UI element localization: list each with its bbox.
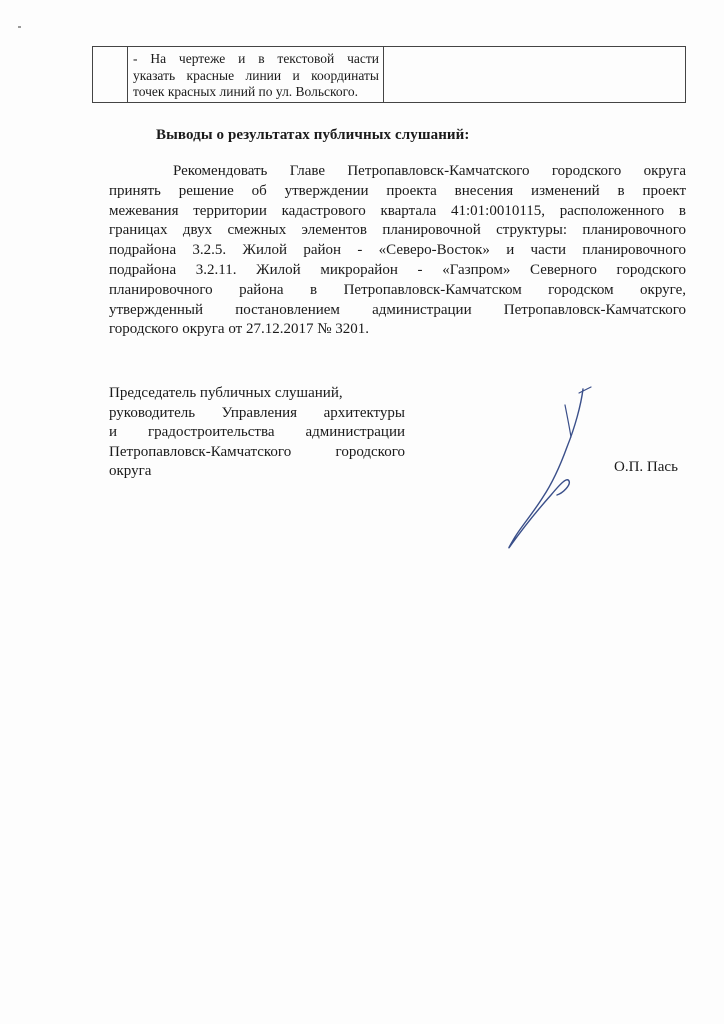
paragraph-line: планировочного района в Петропавловск-Камчатском городском округе, (109, 281, 686, 298)
signatory-title-line: округа (109, 463, 152, 479)
paragraph-line: принять решение об утверждении проекта внесения изменений в проект (109, 182, 686, 199)
signatory-name: О.П. Пась (614, 459, 678, 475)
signatory-title-line: Петропавловск-Камчатского городского (109, 443, 405, 460)
scan-mark (18, 26, 21, 28)
table-cell-number (93, 47, 128, 103)
remark-line: - На чертеже и в текстовой части (133, 51, 379, 66)
paragraph-line: подрайона 3.2.11. Жилой микрорайон - «Газпром» Северного городского (109, 261, 686, 278)
remarks-table (92, 46, 686, 103)
paragraph-line: межевания территории кадастрового квартала 41:01:0010115, расположенного в (109, 202, 686, 219)
paragraph-line: границах двух смежных элементов планировочной структуры: планировочного (109, 222, 686, 239)
signatory-title-line: Председатель публичных слушаний, (109, 385, 343, 401)
table-cell-remark (128, 47, 384, 103)
paragraph-line: Рекомендовать Главе Петропавловск-Камчатского городского округа (173, 163, 686, 179)
remark-line: указать красные линии и координаты (133, 67, 379, 83)
signature-stroke (509, 389, 583, 548)
signatory-title-line: руководитель Управления архитектуры (109, 404, 405, 421)
paragraph-line: утвержденный постановлением администрации Петропавловск-Камчатского (109, 301, 686, 318)
signatory-title-line: и градостроительства администрации (109, 424, 405, 440)
remark-line: точек красных линий по ул. Вольского. (133, 84, 358, 99)
paragraph-line: подрайона 3.2.5. Жилой район - «Северо-Восток» и части планировочного (109, 242, 686, 259)
paragraph-line: городского округа от 27.12.2017 № 3201. (109, 321, 370, 338)
table-cell-note (384, 47, 686, 103)
conclusions-paragraph (109, 162, 686, 340)
table-row (93, 47, 686, 103)
conclusions-heading: Выводы о результатах публичных слушаний: (156, 127, 470, 143)
signatory-title (109, 384, 405, 482)
remark-text (128, 47, 383, 101)
handwritten-signature (495, 385, 625, 555)
